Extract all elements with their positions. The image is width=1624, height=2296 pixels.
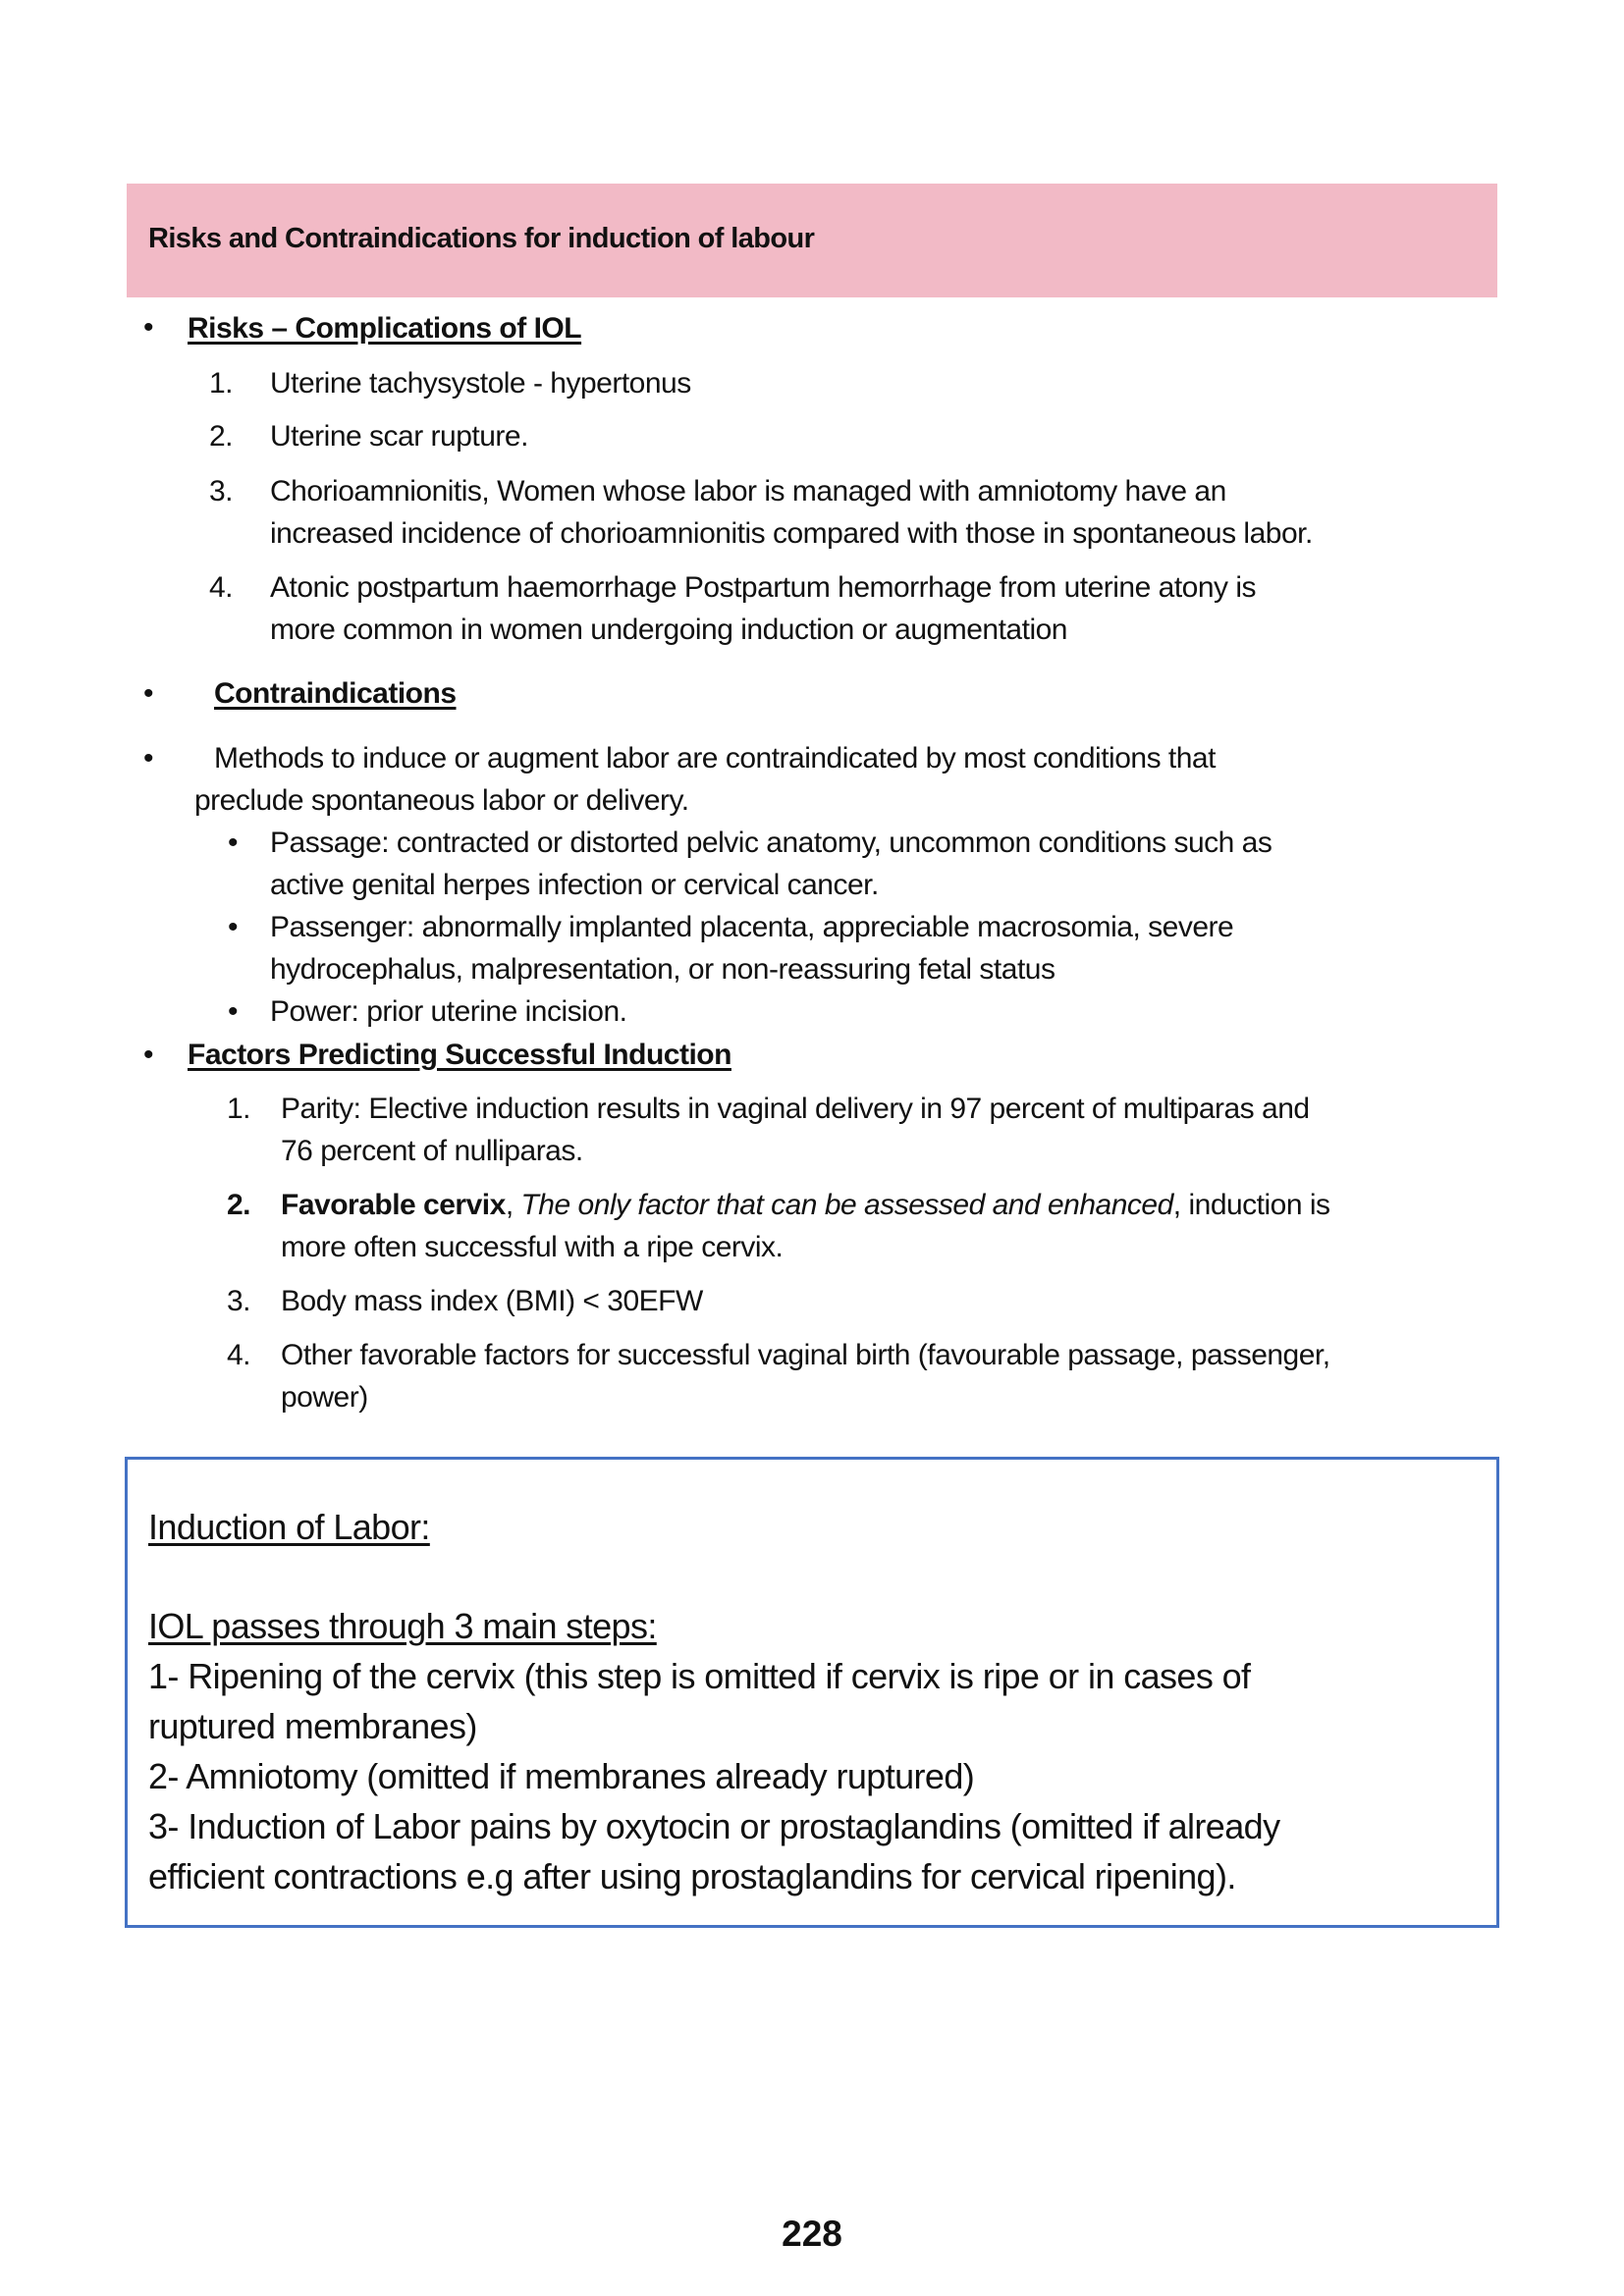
bullet-icon: • [143,1039,154,1071]
separator: , [505,1189,521,1221]
section-header-band [127,184,1497,297]
list-number: 2. [227,1189,251,1221]
sub-bullet-icon: • [228,827,239,859]
list-number: 2. [209,420,234,453]
sub-list-item-continuation: hydrocephalus, malpresentation, or non-reassuring fetal status [270,953,1056,986]
step-item: 2- Amniotomy (omitted if membranes already ruptured) [148,1756,975,1796]
bullet-icon: • [143,742,154,774]
sub-list-item: Power: prior uterine incision. [270,995,627,1028]
bullet-icon: • [143,677,154,710]
contraindications-intro: Methods to induce or augment labor are contraindicated by most conditions that [214,742,1216,774]
list-item: Chorioamnionitis, Women whose labor is managed with amniotomy have an [270,475,1226,507]
bullet-icon: • [143,311,154,344]
box-subtitle: IOL passes through 3 main steps: [148,1606,657,1646]
list-item: Uterine scar rupture. [270,420,528,453]
list-item-continuation: more often successful with a ripe cervix. [281,1231,784,1263]
induction-summary-box [125,1457,1499,1928]
sub-bullet-icon: • [228,995,239,1028]
contraindications-intro-continuation: preclude spontaneous labor or delivery. [194,784,689,817]
sub-list-item-continuation: active genital herpes infection or cervical cancer. [270,869,879,901]
section-title: Risks and Contraindications for induction of labour [148,223,815,254]
list-number: 3. [209,475,234,507]
list-number: 3. [227,1285,251,1317]
list-item: Body mass index (BMI) < 30EFW [281,1285,703,1317]
box-title: Induction of Labor: [148,1507,430,1547]
list-item-continuation: power) [281,1381,368,1414]
sub-list-item: Passage: contracted or distorted pelvic anatomy, uncommon conditions such as [270,827,1272,859]
risks-heading: Risks – Complications of IOL [188,312,582,345]
list-item: Parity: Elective induction results in vaginal delivery in 97 percent of multiparas and [281,1093,1310,1125]
list-item-continuation: 76 percent of nulliparas. [281,1135,583,1167]
list-item: Uterine tachysystole - hypertonus [270,367,691,400]
list-item [281,1191,1330,1220]
list-number: 1. [227,1093,251,1125]
list-number: 1. [209,367,234,400]
factors-heading: Factors Predicting Successful Induction [188,1039,731,1071]
emphasis-bold: Favorable cervix [281,1189,506,1221]
sub-list-item: Passenger: abnormally implanted placenta, appreciable macrosomia, severe [270,911,1234,943]
list-number: 4. [227,1339,251,1371]
emphasis-italic: The only factor that can be assessed and enhanced [520,1189,1173,1221]
contraindications-heading: Contraindications [214,677,457,710]
step-item-continuation: ruptured membranes) [148,1706,477,1746]
list-item: Atonic postpartum haemorrhage Postpartum hemorrhage from uterine atony is [270,571,1257,604]
list-item-continuation: increased incidence of chorioamnionitis compared with those in spontaneous labor. [270,517,1313,550]
step-item: 1- Ripening of the cervix (this step is omitted if cervix is ripe or in cases of [148,1656,1251,1696]
list-item-rest: , induction is [1172,1189,1330,1221]
step-item: 3- Induction of Labor pains by oxytocin or prostaglandins (omitted if already [148,1806,1280,1846]
list-number: 4. [209,571,234,604]
step-item-continuation: efficient contractions e.g after using prostaglandins for cervical ripening). [148,1856,1236,1896]
page-number: 228 [782,2214,842,2254]
list-item: Other favorable factors for successful vaginal birth (favourable passage, passenger, [281,1339,1330,1371]
sub-bullet-icon: • [228,911,239,943]
list-item-continuation: more common in women undergoing induction or augmentation [270,614,1067,646]
